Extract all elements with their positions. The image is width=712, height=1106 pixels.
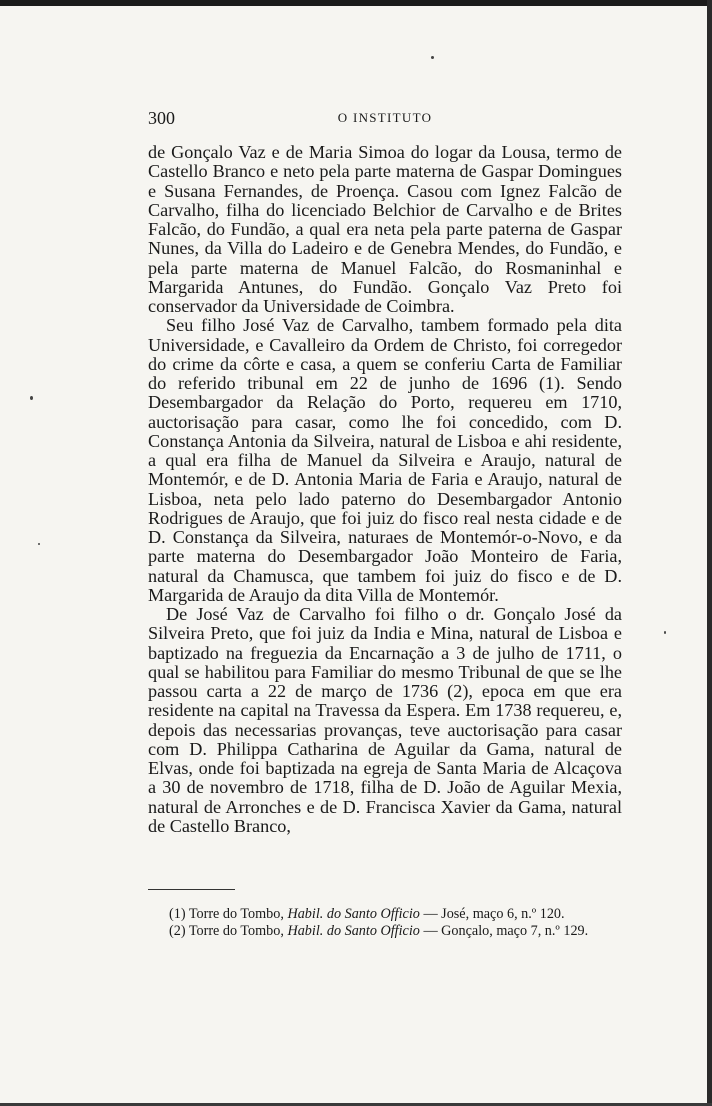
footnotes — [148, 906, 622, 940]
paragraph: de Gonçalo Vaz e de Maria Simoa do logar da Lousa, termo de Castello Branco e neto pela parte materna de Gaspar Domingues e Susana Fernandes, de Proença. Casou com Ignez Falcão de Carvalho, filha do licenciado Belchior de Carvalho e de Brites Falcão, do Fundão, a qual era neta pela parte paterna de Gaspar Nunes, da Villa do Ladeiro e de Genebra Mendes, do Fundão, e pela parte materna de Manuel Falcão, do Rosmaninhal e Margarida Antunes, do Fundão. Gonçalo Vaz Preto foi conservador da Universidade de Coimbra. — [148, 142, 622, 316]
footnote-text: (1) Torre do Tombo, — [169, 906, 288, 922]
footnote — [148, 906, 622, 923]
paragraph: Seu filho José Vaz de Carvalho, tambem formado pela dita Universidade, e Cavalleiro da Ordem de Christo, foi corregedor do crime da côrte e casa, a quem se conferiu Carta de Familiar do referido tribunal em 22 de junho de 1696 (1). Sendo Desembargador da Relação do Porto, requereu em 1710, auctorisação para casar, como lhe foi concedido, com D. Constança Antonia da Silveira, natural de Lisboa e ahi residente, a qual era filha de Manuel da Silveira e Araujo, natural de Montemór, e de D. Antonia Maria de Faria e Araujo, natural de Lisboa, neta pelo lado paterno do Desembargador Antonio Rodrigues de Araujo, que foi juiz do fisco real nesta cidade e de D. Constança da Silveira, naturaes de Montemór-o-Novo, e da parte materna do Desembargador João Monteiro de Faria, natural da Chamusca, que tambem foi juiz do fisco e de D. Margarida de Araujo da dita Villa de Montemór. — [148, 315, 622, 605]
paragraph: De José Vaz de Carvalho foi filho o dr. Gonçalo José da Silveira Preto, que foi juiz da India e Mina, natural de Lisboa e baptizado na freguezia da Encarnação a 3 de julho de 1711, o qual se habilitou para Familiar do mesmo Tribunal de que se lhe passou carta a 22 de março de 1736 (2), epoca em que era residente na capital na Travessa da Espera. Em 1738 requereu, e, depois das necessarias provanças, teve auctorisação para casar com D. Philippa Catharina de Aguilar da Gama, natural de Elvas, onde foi baptizada na egreja de Santa Maria de Alcaçova a 30 de novembro de 1718, filha de D. João de Aguilar Mexia, natural de Arronches e de D. Francisca Xavier da Gama, natural de Castello Branco, — [148, 604, 622, 836]
footnote-text: — Gonçalo, maço 7, n.º 129. — [419, 923, 589, 939]
footnote — [148, 923, 622, 940]
footnote-source-title: Habil. do Santo Officio — [287, 906, 420, 922]
scan-edge-right — [707, 0, 712, 1106]
running-title: O INSTITUTO — [337, 110, 433, 125]
footnote-source-title: Habil. do Santo Officio — [287, 923, 420, 939]
scan-edge-top — [0, 0, 712, 6]
scan-speck — [30, 396, 33, 400]
page-number: 300 — [148, 108, 175, 128]
scan-speck — [38, 543, 40, 545]
page-header — [148, 106, 622, 130]
footnote-separator — [148, 889, 235, 890]
footnote-text: — José, maço 6, n.º 120. — [419, 906, 565, 922]
footnote-text: (2) Torre do Tombo, — [169, 923, 288, 939]
scan-speck — [431, 56, 434, 59]
scan-speck — [664, 631, 666, 634]
body-text — [148, 143, 622, 836]
